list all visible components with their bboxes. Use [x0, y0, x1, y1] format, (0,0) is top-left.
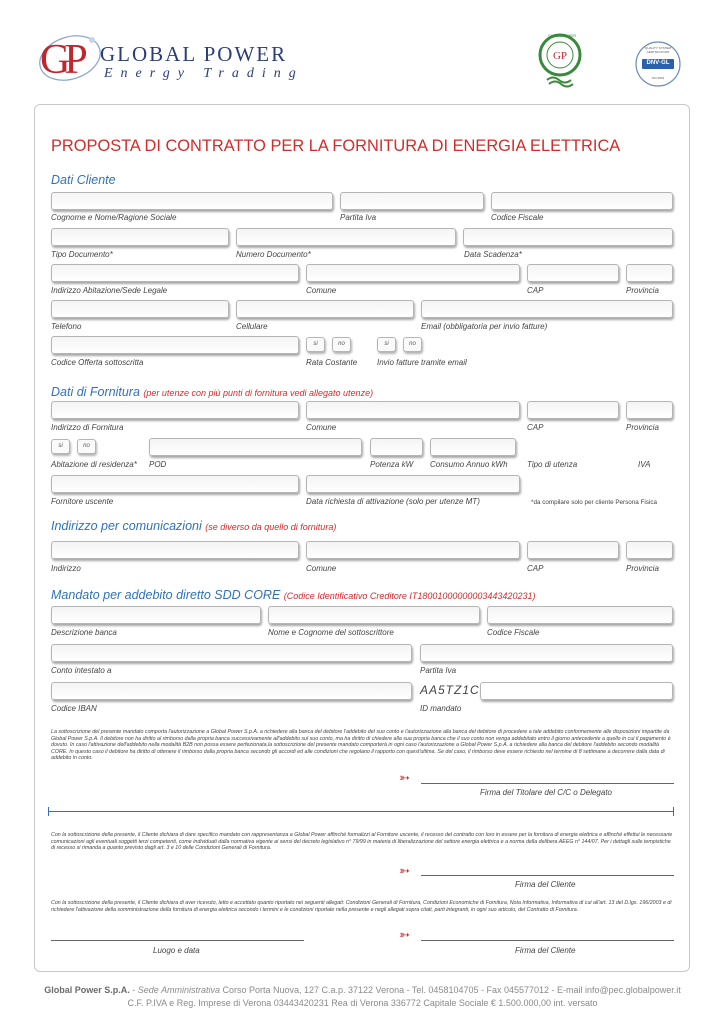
numero-documento-label: Numero Documento*: [236, 250, 311, 259]
id-mandato-value: AA5TZ1C: [420, 683, 480, 697]
footer-sede-label: Sede Amministrativa: [137, 985, 220, 995]
sign-here-arrow-icon: ➳: [399, 770, 410, 785]
com-comune-label: Comune: [306, 564, 337, 573]
sign-here-arrow-icon: ➳: [399, 927, 410, 942]
residenza-label: Abitazione di residenza*: [51, 460, 137, 469]
rata-no-checkbox[interactable]: no: [332, 337, 351, 352]
tipo-utenza-label: Tipo di utenza: [527, 460, 578, 469]
potenza-field[interactable]: [370, 438, 423, 456]
iban-label: Codice IBAN: [51, 704, 97, 713]
fornitore-uscente-label: Fornitore uscente: [51, 497, 114, 506]
fornitura-provincia-field[interactable]: [626, 401, 673, 419]
conto-intestato-field[interactable]: [51, 644, 412, 662]
id-mandato-box: [480, 682, 673, 700]
invio-label: Invio fatture tramite email: [377, 358, 467, 367]
pod-label: POD: [149, 460, 167, 469]
iva-label: IVA: [638, 460, 651, 469]
telefono-label: Telefono: [51, 322, 82, 331]
consumo-field[interactable]: [430, 438, 516, 456]
luogo-data-label: Luogo e data: [153, 946, 200, 955]
logo-name: GLOBAL POWER: [100, 42, 288, 66]
fornitura-provincia-label: Provincia: [626, 423, 659, 432]
cellulare-label: Cellulare: [236, 322, 268, 331]
section-dati-cliente: Dati Cliente: [51, 173, 116, 187]
com-cap-field[interactable]: [527, 541, 619, 559]
badge-dnv-mid: DNV·GL: [646, 60, 670, 66]
section-comunicazioni: Indirizzo per comunicazioni (se diverso da quello di fornitura): [51, 519, 337, 533]
iban-field[interactable]: [51, 682, 412, 700]
indirizzo-field[interactable]: [51, 264, 299, 282]
luogo-data-line[interactable]: [51, 940, 304, 941]
logo-tagline: Energy Trading: [104, 66, 304, 81]
section-divider: [48, 811, 674, 812]
consumo-label: Consumo Annuo kWh: [430, 460, 508, 469]
firma-cliente-label-1: Firma del Cliente: [515, 880, 576, 889]
provincia-label: Provincia: [626, 286, 659, 295]
invio-si-checkbox[interactable]: si: [377, 337, 396, 352]
svg-text:GP: GP: [552, 50, 568, 62]
sign-here-arrow-icon: ➳: [399, 863, 410, 878]
certification-badge-dnv: [632, 38, 684, 90]
sdd-legal-text: La sottoscrizione del presente mandato comporta l'autorizzazione a Global Power S.p.A. a richiedere alla banca del debitore l'addebito del suo conto e l'autorizzazione alla banca del debitore di procedere a tale addebito conformemente alle disposizioni impartite da Global Power S.p.A. Il debitore non ha diritto al rimborso dalla propria banca successivamente all'addebito sul suo conto, ma ha diritto di chiedere alla sua propria banca che il suo conto non venga addebitato entro il giorno antecedente a quello in cui il pagamento è dovuto. In caso l'attivazione dell'addebito nella modalità B2B non possa essere perfezionata,la sottoscrizione del presente mandato comporterà in ogni caso l'autorizzazione a Global Power S.p.A. a richiedere alla banca del debitore l'addebito secondo modalità CORE. In questo caso il debitore ha diritto di ottenere il rimborso dalla propria banca secondo gli accordi ed alle condizioni che regolano il rapporto con quest'ultima. Se del caso, il rimborso deve essere richiesto nel termine di 8 settimane a decorrere dalla data di addebito in conto.: [51, 729, 671, 762]
firma-titolare-label: Firma del Titolare del C/C o Delegato: [480, 788, 612, 797]
logo-monogram: GP: [40, 37, 82, 83]
fornitura-cap-label: CAP: [527, 423, 544, 432]
certification-badge-gp: [537, 32, 583, 88]
footer-company: Global Power S.p.A.: [44, 985, 130, 995]
email-label: Email (obbligatoria per invio fatture): [421, 322, 548, 331]
footer-address: Corso Porta Nuova, 127 C.a.p. 37122 Verona - Tel. 0458104705 - Fax 045577012 - E-mail info@pec.globalpower.it: [219, 985, 681, 995]
com-provincia-field[interactable]: [626, 541, 673, 559]
accettazione-text: Con la sottoscrizione della presente, il Cliente dichiara di aver ricevuto, letto e accettato quanto riportato nei seguenti allegati: Condizioni Generali di Fornitura, Condizioni Economiche di Fornitura, Nota Informativa, Informativa di cui all'art. 13 del D.lgs. 196/2003 e di richiedere l'attivazione della somministrazione della fornitura di energia elettrica secondo i termini e le condizioni riportate nella presente e negli allegati sopra citati, parti integranti, in ogni suo articolo, del Contratto di Fornitura.: [51, 900, 672, 913]
comune-field[interactable]: [306, 264, 520, 282]
section-sdd: Mandato per addebito diretto SDD CORE (Codice Identificativo Creditore IT18001000000003443420231): [51, 588, 536, 602]
fornitore-uscente-field[interactable]: [51, 475, 299, 493]
cognome-field[interactable]: [51, 192, 333, 210]
banca-label: Descrizione banca: [51, 628, 117, 637]
mandato-text: Con la sottoscrizione della presente, il Cliente dichiara di dare specifico mandato con rappresentanza a Global Power affinché formalizzi al Fornitore uscente, il recesso del contratto con loro in essere per la fornitura di energia elettrica e affinché effettui le necessarie comunicazioni agli eventuali soggetti terzi competenti, come individuati dalla normativa vigente ai sensi del decreto legislativo n° 79/99 in materia di liberalizzazione del settore energia elettrica e a norma della delibera AEEG n° 144/07. Per i dettagli sulle tempistiche di recesso si rimanda a quanto previsto dagli art. 3 e 10 delle Condizioni Generali di Fornitura.: [51, 832, 673, 852]
data-attivazione-label: Data richiesta di attivazione (solo per utenze MT): [306, 497, 480, 506]
company-logo: [34, 28, 304, 88]
codice-fiscale-label: Codice Fiscale: [491, 213, 544, 222]
residenza-si-checkbox[interactable]: si: [51, 439, 70, 454]
piva-field[interactable]: [340, 192, 484, 210]
sottoscrittore-field[interactable]: [268, 606, 480, 624]
sdd-piva-field[interactable]: [420, 644, 673, 662]
codice-fiscale-field[interactable]: [491, 192, 673, 210]
provincia-field[interactable]: [626, 264, 673, 282]
codice-offerta-label: Codice Offerta sottoscritta: [51, 358, 144, 367]
fornitura-indirizzo-field[interactable]: [51, 401, 299, 419]
numero-documento-field[interactable]: [236, 228, 456, 246]
invio-no-checkbox[interactable]: no: [403, 337, 422, 352]
data-scadenza-field[interactable]: [463, 228, 673, 246]
cellulare-field[interactable]: [236, 300, 414, 318]
piva-label: Partita Iva: [340, 213, 377, 222]
residenza-no-checkbox[interactable]: no: [77, 439, 96, 454]
comune-label: Comune: [306, 286, 337, 295]
com-provincia-label: Provincia: [626, 564, 659, 573]
email-field[interactable]: [421, 300, 673, 318]
sdd-piva-label: Partita Iva: [420, 666, 457, 675]
fornitura-comune-label: Comune: [306, 423, 337, 432]
tipo-documento-label: Tipo Documento*: [51, 250, 113, 259]
firma-cliente-line-2[interactable]: [421, 940, 674, 941]
data-scadenza-label: Data Scadenza*: [464, 250, 522, 259]
fornitura-cap-field[interactable]: [527, 401, 619, 419]
globe-badge-icon: [537, 32, 583, 88]
form-title: PROPOSTA DI CONTRATTO PER LA FORNITURA DI ENERGIA ELETTRICA: [51, 137, 621, 155]
pod-field[interactable]: [149, 438, 362, 456]
footer-line-1: Global Power S.p.A. - Sede Amministrativa Corso Porta Nuova, 127 C.a.p. 37122 Verona - Tel. 0458104705 - Fax 045577012 - E-mail info@pec.globalpower.it: [44, 985, 681, 995]
rata-si-checkbox[interactable]: si: [306, 337, 325, 352]
codice-offerta-field[interactable]: [51, 336, 299, 354]
fornitura-indirizzo-label: Indirizzo di Fornitura: [51, 423, 124, 432]
firma-titolare-line[interactable]: [421, 783, 674, 784]
sottoscrittore-label: Nome e Cognome del sottoscrittore: [268, 628, 394, 637]
id-mandato-label: ID mandato: [420, 704, 462, 713]
firma-cliente-label-2: Firma del Cliente: [515, 946, 576, 955]
footer-line-2: C.F. P.IVA e Reg. Imprese di Verona 03443420231 Rea di Verona 336772 Capitale Sociale € 1.500.000,00 int. versato: [127, 998, 598, 1008]
sdd-cf-field[interactable]: [487, 606, 673, 624]
cap-field[interactable]: [527, 264, 619, 282]
data-attivazione-field[interactable]: [306, 475, 520, 493]
sdd-cf-label: Codice Fiscale: [487, 628, 540, 637]
banca-field[interactable]: [51, 606, 261, 624]
badge-gp-text: GLOBAL POWER: [548, 34, 577, 38]
fornitura-comune-field[interactable]: [306, 401, 520, 419]
conto-intestato-label: Conto intestato a: [51, 666, 112, 675]
tipo-documento-field[interactable]: [51, 228, 229, 246]
com-indirizzo-label: Indirizzo: [51, 564, 81, 573]
indirizzo-label: Indirizzo Abitazione/Sede Legale: [51, 286, 168, 295]
com-indirizzo-field[interactable]: [51, 541, 299, 559]
potenza-label: Potenza kW: [370, 460, 414, 469]
firma-cliente-line-1[interactable]: [421, 875, 674, 876]
com-comune-field[interactable]: [306, 541, 520, 559]
com-cap-label: CAP: [527, 564, 544, 573]
cap-label: CAP: [527, 286, 544, 295]
telefono-field[interactable]: [51, 300, 229, 318]
rata-label: Rata Costante: [306, 358, 358, 367]
section-dati-fornitura: Dati di Fornitura (per utenze con più punti di fornitura vedi allegato utenze): [51, 385, 374, 399]
persona-fisica-note: *da compilare solo per cliente Persona Fisica: [531, 499, 657, 506]
badge-dnv-bottom: ISO 9001: [651, 76, 665, 80]
badge-dnv-top: QUALITY SYSTEM CERTIFICATION: [645, 46, 671, 54]
cognome-label: Cognome e Nome/Ragione Sociale: [51, 213, 177, 222]
